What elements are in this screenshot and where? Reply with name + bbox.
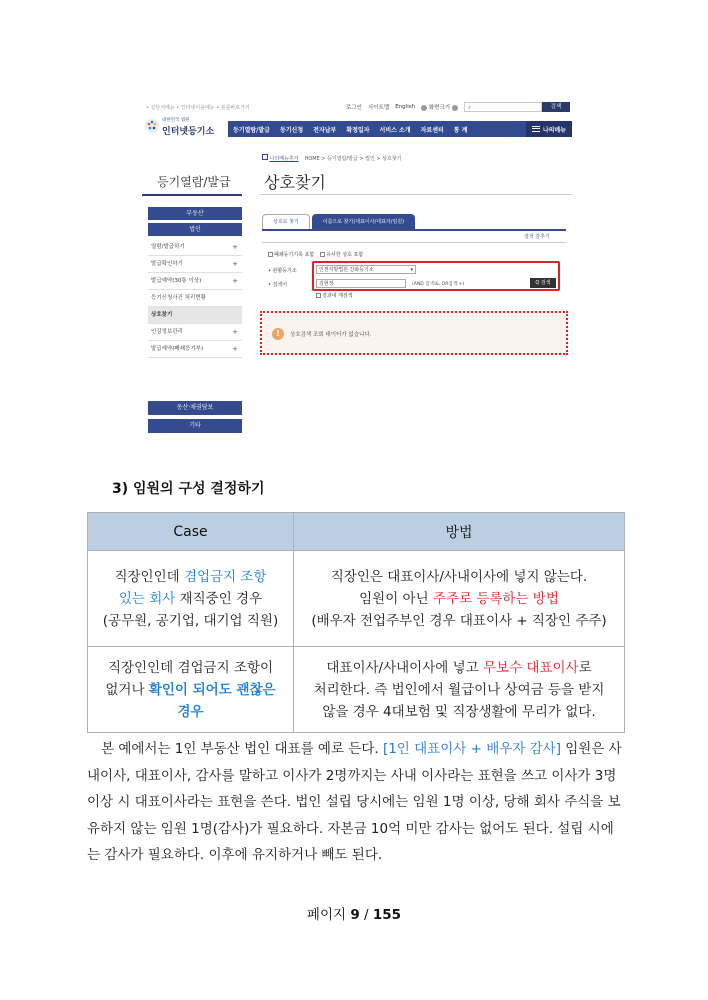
court-label: • 관할등기소 [268,268,297,274]
similar-name-checkbox[interactable]: 유사한 상호 포함 [320,251,363,258]
search-hint: (AND 검색:&, OR검색:+) [412,282,465,287]
highlight-text: [1인 대표이사 + 배우자 감사] [382,741,561,757]
case-cell: 직장인인데 겸업금지 조항 있는 회사 재직중인 경우 (공무원, 공기업, 대기업 직원) [88,551,294,647]
plus-icon: + [232,277,238,285]
sidebar-button-movables[interactable]: 동산·채권담보 [148,401,242,415]
checkbox-icon [262,154,268,160]
my-menu-add[interactable]: 나의메뉴추가 [262,154,299,162]
breadcrumb [262,154,402,162]
plus-icon: + [232,260,238,268]
sidebar-item[interactable]: 발급예약(폐쇄등기부) + [148,341,242,358]
zoom-in-icon[interactable] [452,105,458,111]
highlight-box [312,261,560,291]
my-menu-button[interactable] [526,121,572,137]
plus-icon: + [232,345,238,353]
nav-item[interactable]: 등기신청 [279,126,304,134]
zoom-label: 화면크기 [428,105,451,111]
page-number: 9 [350,907,360,923]
table-row [88,551,625,647]
executive-table [87,512,625,733]
search-icon: ⌕ [468,104,472,111]
nav-item[interactable]: 자료센터 [420,126,444,134]
logo[interactable] [144,116,230,136]
sidebar-button-corporation[interactable]: 법인 [148,223,242,236]
nav-item[interactable]: 등기열람/발급 [233,126,270,134]
tab-underline [262,229,566,231]
sidebar-item[interactable]: 발급예약(30통 이상) + [148,273,242,290]
case-cell: 직장인인데 겸업금지 조항이 없거나 확인이 되어도 괜찮은 경우 [88,647,294,733]
keyword-input[interactable]: 김현정 [316,279,406,288]
page-footer: 페이지 9 / 155 [306,907,402,923]
main-nav [228,121,572,137]
court-select[interactable]: 인천지방법원 강화등기소 ▾ [316,265,416,274]
method-cell: 대표이사/사내이사에 넣고 무보수 대표이사로 처리한다. 즉 법인에서 월급이나 상여금 등을 받지 않을 경우 4대보험 및 직장생활에 무리가 없다. [294,647,625,733]
toggle-search-link[interactable]: 검색 감추기 [524,234,550,240]
sidebar-item[interactable]: 발급확인하기 + [148,256,242,273]
english-link[interactable]: English [395,104,416,110]
sidebar-button-etc[interactable]: 기타 [148,419,242,433]
plus-icon: + [232,328,238,336]
plus-icon: + [232,243,238,251]
body-paragraph: 본 예에서는 1인 부동산 법인 대표를 예로 든다. [1인 대표이사 + 배우자 감사] 임원은 사내이사, 대표이사, 감사를 말하고 이사가 2명까지는 사내 이사라는 표현을 쓰고 이사가 3명 이상 시 대표이사라는 표현을 쓴다. 법인 설립 당시에는 임원 1명 이상, 당해 회사 주식을 보유하지 않는 임원 1명(감사)가 필요하다. 자본금 10억 미만 감사는 없어도 된다. 설립 시에는 감사가 필요하다. 이후에 유지하거나 빼도 된다. [87,741,622,863]
site-search-button[interactable]: 검색 [542,102,570,112]
page-total: 155 [372,907,402,923]
zoom-out-icon[interactable] [421,105,427,111]
nav-item[interactable]: 통 계 [453,126,468,134]
nav-item[interactable]: 확정일자 [346,126,370,134]
skip-links: • 실단지메뉴 • 인터넷이용메뉴 • 본문바로가기 [146,105,250,111]
my-menu-label: 나의메뉴 [542,126,566,134]
login-link[interactable]: 로그인 [346,105,362,111]
table-header-case: Case [88,513,294,551]
zoom-control[interactable] [421,103,458,111]
logo-subtitle: 대한민국 법원 [162,118,190,123]
nav-item[interactable]: 전자납부 [313,126,337,134]
result-research-checkbox[interactable]: 결과내 재검색 [316,292,353,299]
nav-item[interactable]: 서비스 소개 [379,126,411,134]
keyword-label: • 검색어 [268,282,288,288]
closed-records-checkbox[interactable]: 폐쇄등기기록 포함 [268,251,314,258]
checkbox-icon [316,293,321,298]
top-bar [142,100,572,114]
result-notice [260,311,568,355]
sidebar [148,207,242,358]
search-button[interactable]: Q 검색 [530,278,556,288]
chevron-down-icon: ▾ [410,267,413,273]
sidebar-item[interactable]: 등기신청사건 처리현황 [148,290,242,307]
embedded-screenshot [142,100,572,438]
table-row [88,647,625,733]
sidebar-item-active[interactable]: 상호찾기 [148,307,242,324]
alert-icon: ! [272,328,284,340]
breadcrumb-path: HOME > 등기열람/발급 > 법인 > 상호찾기 [304,155,402,162]
logo-title: 인터넷등기소 [162,127,215,137]
sidebar-item[interactable]: 인감정보관리 + [148,324,242,341]
notice-text: 상호검색 조회 데이터가 없습니다. [290,332,372,338]
page-title: 상호찾기 [264,173,326,192]
checkbox-icon [268,252,273,257]
tab-by-person[interactable]: 이름으로 찾기(대표이사/대표자/임원) [312,214,415,229]
search-tabs [262,214,415,229]
court-logo-icon [144,118,160,134]
checkbox-icon [320,252,325,257]
sidebar-divider [142,194,242,196]
sidebar-title: 등기열람/발급 [157,175,231,189]
site-search-input[interactable] [464,102,542,112]
section-heading: 3) 임원의 구성 결정하기 [112,481,265,497]
sidebar-button-realestate[interactable]: 부동산 [148,207,242,220]
table-header-method: 방법 [294,513,625,551]
search-options [268,251,363,258]
sitemap-link[interactable]: 사이트맵 [367,105,390,111]
top-links [346,103,458,111]
hamburger-icon [532,126,540,132]
title-divider [260,194,572,195]
tab-by-name[interactable]: 상호로 찾기 [262,214,310,229]
sidebar-item[interactable]: 열람/발급하기 + [148,239,242,256]
search-form [262,242,566,302]
method-cell: 직장인은 대표이사/사내이사에 넣지 않는다. 임원이 아닌 주주로 등록하는 방법 (배우자 전업주부인 경우 대표이사 + 직장인 주주) [294,551,625,647]
